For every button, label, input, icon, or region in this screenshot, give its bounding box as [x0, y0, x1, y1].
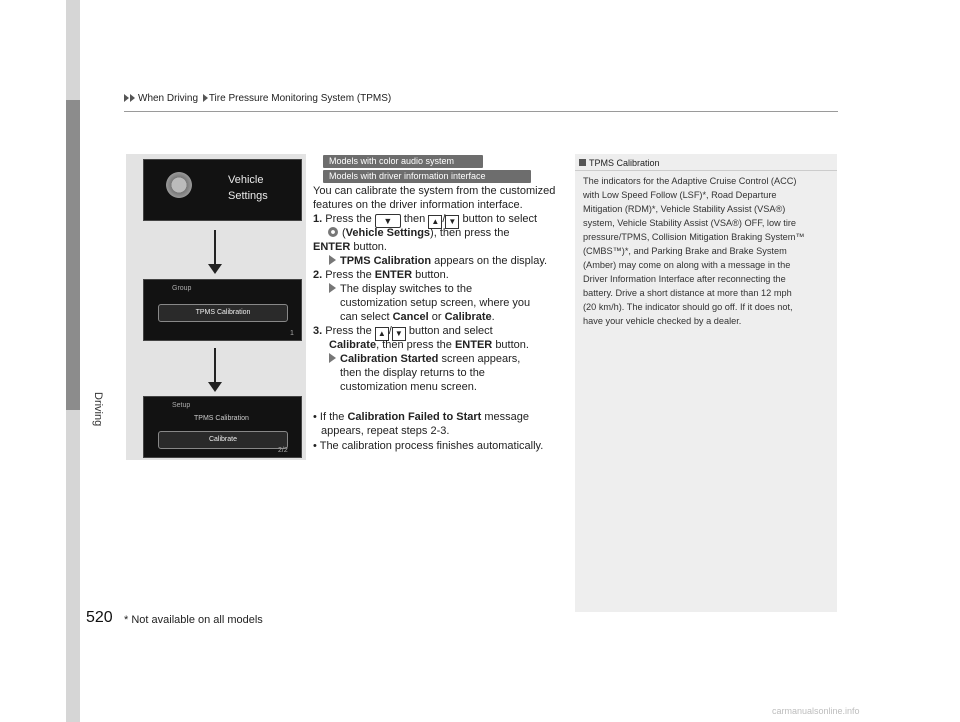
note-marker-icon [579, 159, 586, 166]
note-line: The indicators for the Adaptive Cruise Control (ACC) [583, 176, 797, 186]
text: / [442, 213, 446, 225]
screen-header: Setup [172, 402, 191, 409]
intro-line1: You can calibrate the system from the customized [313, 185, 556, 197]
step3-line2 [329, 338, 529, 352]
text: button to select [462, 213, 538, 225]
home-button-icon: ▼ [375, 214, 401, 228]
note-box [575, 154, 837, 612]
tpms-group-screen [143, 279, 302, 341]
calibrate-option: Calibrate [158, 431, 288, 449]
text: screen appears, [441, 353, 521, 365]
text: ENTER [454, 339, 493, 351]
text: If the [319, 411, 345, 423]
breadcrumb-arrow-icon [203, 94, 208, 102]
text: button. [495, 339, 529, 351]
note-line: with Low Speed Follow (LSF)*, Road Departure [583, 190, 777, 200]
text: button and select [408, 325, 493, 337]
step2-result-line1 [329, 282, 472, 296]
vehicle-settings-screen [143, 159, 302, 221]
bullet-1-line1 [313, 410, 529, 424]
footnote: * Not available on all models [124, 614, 263, 626]
bullet-icon: • [313, 411, 317, 423]
text: then [403, 213, 426, 225]
note-line: (CMBS™)*, and Parking Brake and Brake System [583, 246, 787, 256]
breadcrumb-arrow-icon [124, 94, 129, 102]
screen-page-indicator: 1 [290, 330, 294, 337]
text: ENTER [313, 241, 351, 253]
note-line: system, Vehicle Stability Assist (VSA®) OFF, low tire [583, 218, 797, 228]
note-line: pressure/TPMS, Collision Mitigation Braking System™ [583, 232, 805, 242]
text: ( [342, 227, 346, 239]
up-button-icon: ▲ [428, 215, 442, 229]
note-line: battery. Drive a short distance at more than 12 mph [583, 288, 792, 298]
step-number: 3. [313, 325, 323, 337]
screen-subtitle: TPMS Calibration [194, 415, 249, 422]
intro-line2: features on the driver information interface. [313, 199, 523, 211]
watermark: carmanualsonline.info [772, 706, 860, 716]
down-button-icon: ▼ [392, 327, 406, 341]
text: can select [340, 311, 390, 323]
step3-result-line2: then the display returns to the [340, 367, 485, 379]
screen-page-indicator: 2/2 [278, 447, 288, 454]
step3-result-line1 [329, 352, 520, 366]
breadcrumb-arrow-icon [130, 94, 135, 102]
note-line: (20 km/h). The indicator should go off. If it does not, [583, 302, 793, 312]
text: Calibration Failed to Start [347, 411, 482, 423]
screen-header: Group [172, 285, 192, 292]
text: TPMS Calibration [589, 158, 660, 168]
text: button. [353, 241, 387, 253]
text: message [484, 411, 530, 423]
screen-title-line1: Vehicle [228, 174, 264, 186]
arrow-down-icon [214, 348, 216, 390]
text: The calibration process finishes automatically. [319, 440, 544, 452]
down-button-icon: ▼ [445, 215, 459, 229]
arrow-down-icon [214, 230, 216, 272]
result-arrow-icon [329, 353, 336, 363]
up-button-icon: ▲ [375, 327, 389, 341]
note-line: Driver Information Interface after reconnecting the [583, 274, 786, 284]
text: button. [415, 269, 449, 281]
sidebar-section-label: Driving [92, 392, 104, 427]
text: TPMS Calibration [340, 255, 432, 267]
text: Cancel [392, 311, 429, 323]
text: Vehicle Settings [345, 227, 431, 239]
breadcrumb-item-tpms[interactable]: Tire Pressure Monitoring System (TPMS) [208, 93, 392, 104]
text: ENTER [374, 269, 413, 281]
note-title [579, 158, 660, 168]
page-number: 520 [86, 609, 113, 626]
step-number: 2. [313, 269, 323, 281]
text: Press the [325, 213, 372, 225]
text: Calibrate [444, 311, 492, 323]
note-line: (Amber) may come on along with a message in the [583, 260, 791, 270]
tpms-setup-screen [143, 396, 302, 458]
step1-result [329, 254, 547, 268]
text: appears on the display. [434, 255, 548, 267]
note-body [583, 174, 833, 328]
step2-result-line2: customization setup screen, where you [340, 297, 531, 309]
sidebar-section-marker [66, 100, 80, 410]
step2-result-line3 [340, 310, 495, 324]
tpms-calibration-option: TPMS Calibration [158, 304, 288, 322]
text: . [491, 311, 495, 323]
step1-line3 [313, 240, 387, 254]
screen-title-line2: Settings [228, 190, 268, 202]
text: / [388, 325, 392, 337]
result-arrow-icon [329, 255, 336, 265]
text: , then press the [376, 339, 452, 351]
note-line: have your vehicle checked by a dealer. [583, 316, 742, 326]
breadcrumb-item-when-driving[interactable]: When Driving [138, 93, 199, 104]
display-illustration-panel [126, 154, 306, 460]
model-tag-driver-info: Models with driver information interface [323, 170, 531, 183]
bullet-1-line2: appears, repeat steps 2-3. [321, 425, 450, 437]
step2-line1 [313, 268, 449, 282]
text: ), then press the [430, 227, 510, 239]
step1-line2 [328, 226, 510, 240]
bullet-2 [313, 439, 543, 453]
text: Press the [325, 269, 372, 281]
gear-icon [164, 170, 194, 200]
text: Calibration Started [340, 353, 439, 365]
settings-icon [328, 227, 338, 237]
result-arrow-icon [329, 283, 336, 293]
model-tag-color-audio: Models with color audio system [323, 155, 483, 168]
breadcrumb [124, 93, 391, 104]
step3-result-line3: customization menu screen. [340, 381, 477, 393]
text: Press the [325, 325, 372, 337]
text: or [431, 311, 442, 323]
header-divider [124, 111, 838, 112]
note-line: Mitigation (RDM)*, Vehicle Stability Assist (VSA®) [583, 204, 786, 214]
text: The display switches to the [340, 283, 473, 295]
text: Calibrate [329, 339, 377, 351]
step-number: 1. [313, 213, 323, 225]
bullet-icon: • [313, 440, 317, 452]
note-divider [575, 170, 837, 171]
